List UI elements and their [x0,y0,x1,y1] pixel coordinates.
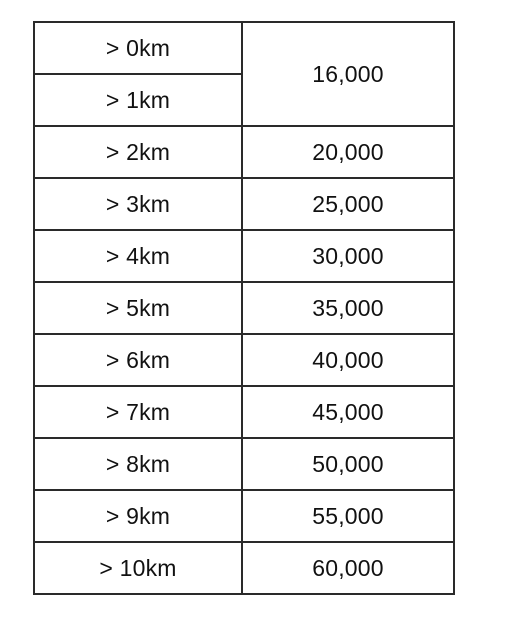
table-row [34,22,454,74]
distance-cell: > 3km [34,178,242,230]
price-cell: 20,000 [242,126,454,178]
distance-cell: > 2km [34,126,242,178]
table-row [34,490,454,542]
table-row [34,230,454,282]
price-cell: 25,000 [242,178,454,230]
distance-cell: > 4km [34,230,242,282]
price-table-container [33,21,453,595]
price-cell: 45,000 [242,386,454,438]
price-cell: 35,000 [242,282,454,334]
distance-cell: > 9km [34,490,242,542]
distance-cell: > 10km [34,542,242,594]
table-row [34,126,454,178]
table-row [34,334,454,386]
price-cell: 60,000 [242,542,454,594]
price-cell: 16,000 [242,22,454,126]
distance-cell: > 8km [34,438,242,490]
distance-cell: > 7km [34,386,242,438]
table-row [34,542,454,594]
table-row [34,178,454,230]
table-row [34,386,454,438]
price-cell: 30,000 [242,230,454,282]
table-row [34,282,454,334]
distance-cell: > 6km [34,334,242,386]
price-cell: 55,000 [242,490,454,542]
distance-cell: > 5km [34,282,242,334]
distance-cell: > 1km [34,74,242,126]
price-cell: 50,000 [242,438,454,490]
price-cell: 40,000 [242,334,454,386]
distance-cell: > 0km [34,22,242,74]
table-row [34,438,454,490]
distance-price-table [33,21,455,595]
